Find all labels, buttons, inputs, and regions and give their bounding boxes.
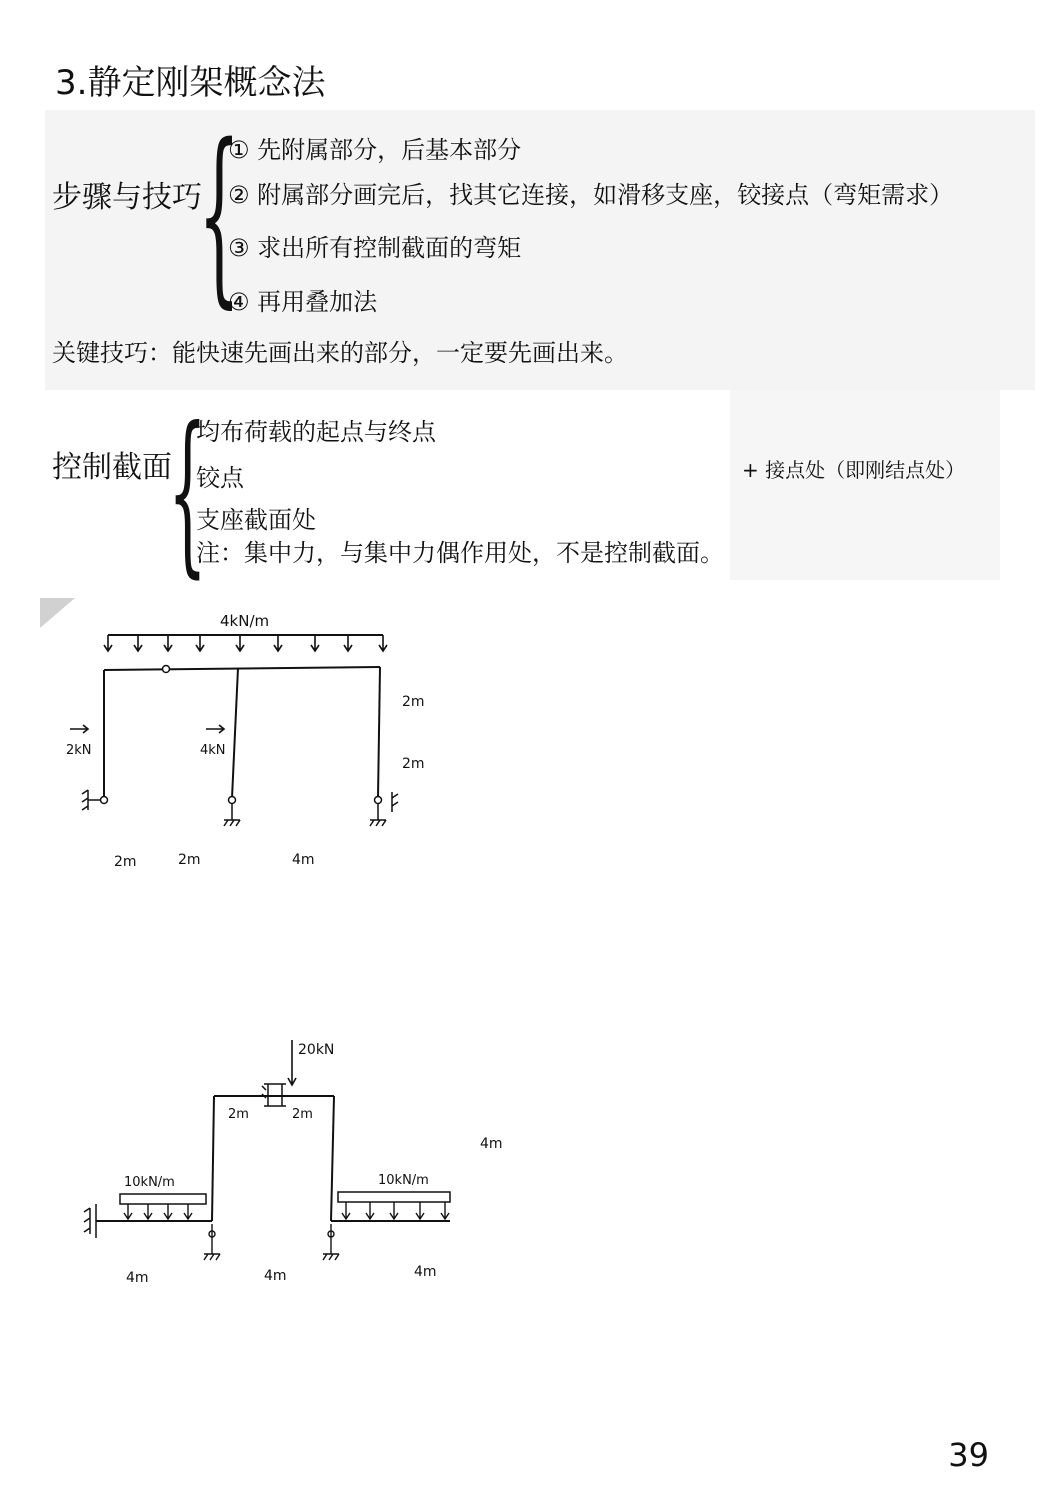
support-mid	[224, 804, 240, 826]
load-right-label: 10kN/m	[378, 1173, 429, 1188]
hinge-right	[375, 797, 382, 804]
step-item-4: ④ 再用叠加法	[228, 288, 378, 316]
span-label-2: 2m	[178, 852, 201, 868]
span-label-3: 4m	[414, 1264, 437, 1280]
column-left	[212, 1096, 214, 1221]
support-base-right	[323, 1224, 339, 1260]
top-left-label: 2m	[228, 1107, 249, 1122]
span-label-1: 4m	[126, 1270, 149, 1286]
hinge-left	[101, 797, 108, 804]
span-label-2: 4m	[264, 1268, 287, 1284]
load-arrows-left	[124, 1204, 192, 1219]
column-right	[378, 667, 380, 798]
fixed-support-left	[84, 1204, 96, 1238]
force-left-label: 2kN	[66, 743, 92, 758]
support-left	[82, 790, 100, 810]
span-label-3: 4m	[292, 852, 315, 868]
hinge-beam	[163, 666, 170, 673]
force-mid-label: 4kN	[200, 743, 226, 758]
control-brace: {	[168, 391, 207, 594]
scan-corner	[40, 598, 75, 628]
load-left-label: 10kN/m	[124, 1175, 175, 1190]
force-arrow-mid	[206, 725, 224, 733]
control-item-1: 均布荷载的起点与终点	[196, 418, 436, 446]
step-item-3: ③ 求出所有控制截面的弯矩	[228, 234, 522, 262]
height-top-label: 2m	[402, 694, 425, 710]
support-base-left	[204, 1224, 220, 1260]
scan-shade-2	[730, 390, 1000, 580]
hinge-mid	[229, 797, 236, 804]
load-arrows	[104, 635, 387, 651]
control-side-note: + 接点处（即刚结点处）	[742, 458, 966, 482]
control-note: 注：集中力，与集中力偶作用处，不是控制截面。	[196, 539, 724, 567]
steps-brace: {	[198, 104, 241, 325]
point-load-label: 20kN	[298, 1042, 335, 1058]
load-box-right	[338, 1192, 450, 1202]
column-right	[331, 1096, 334, 1221]
height-bottom-label: 2m	[402, 756, 425, 772]
load-label: 4kN/m	[220, 612, 270, 630]
page-title: 3.静定刚架概念法	[55, 63, 326, 103]
steps-label: 步骤与技巧	[52, 180, 202, 215]
column-mid	[232, 668, 238, 798]
control-item-2: 铰点	[196, 464, 244, 492]
point-load-arrow	[288, 1040, 296, 1085]
height-label: 4m	[480, 1136, 503, 1152]
load-arrows-right	[342, 1202, 449, 1219]
support-right	[370, 792, 398, 826]
frame-diagram-1	[30, 598, 510, 898]
step-item-2: ② 附属部分画完后，找其它连接，如滑移支座，铰接点（弯矩需求）	[228, 181, 954, 209]
force-arrow-left	[70, 725, 88, 733]
control-label: 控制截面	[52, 450, 172, 485]
top-beam	[104, 667, 380, 670]
frame-diagram-2	[40, 1028, 560, 1308]
span-label-1: 2m	[114, 854, 137, 870]
step-item-1: ① 先附属部分，后基本部分	[228, 136, 522, 164]
control-item-3: 支座截面处	[196, 506, 316, 534]
top-right-label: 2m	[292, 1107, 313, 1122]
page-number: 39	[948, 1436, 989, 1474]
load-box-left	[120, 1194, 206, 1204]
key-tip: 关键技巧：能快速先画出来的部分，一定要先画出来。	[52, 339, 628, 367]
